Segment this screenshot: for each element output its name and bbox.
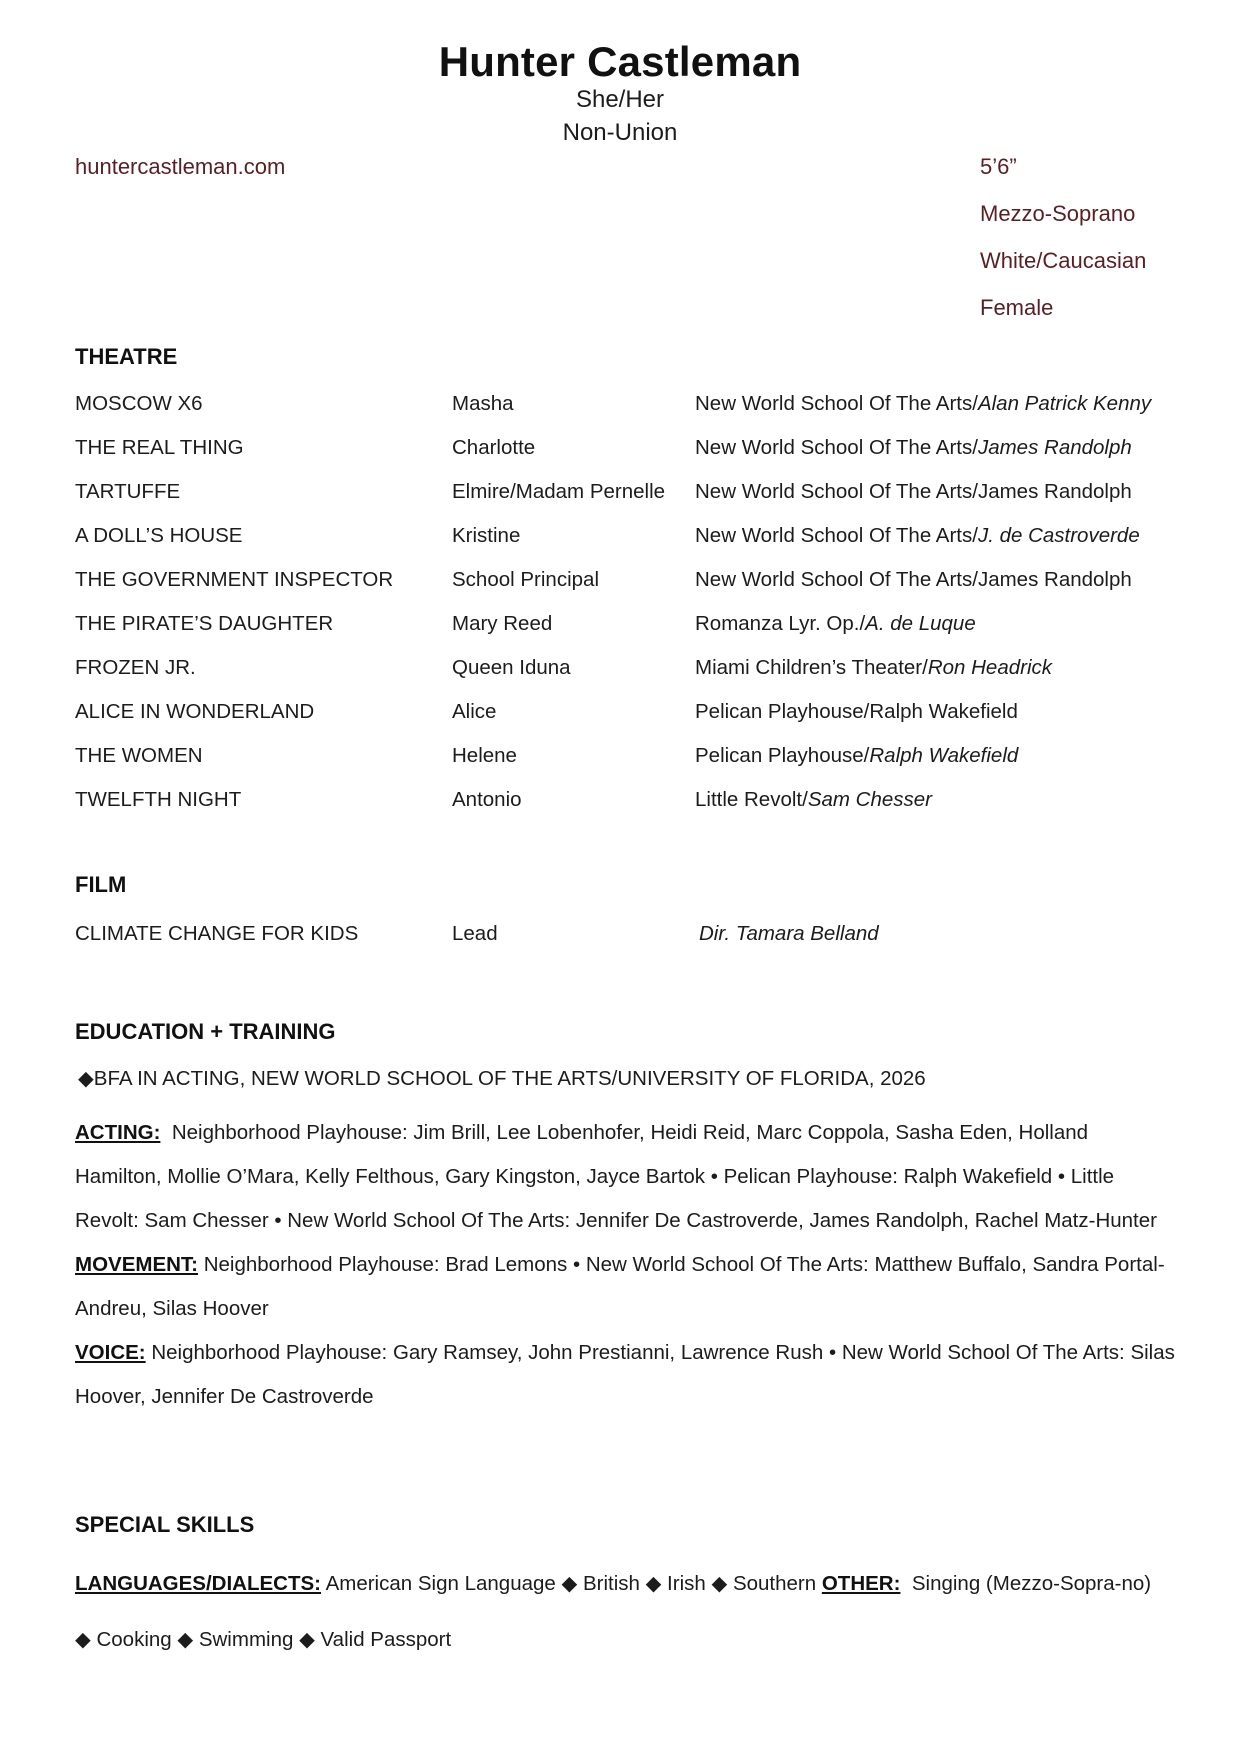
credit <box>695 788 932 812</box>
voice-training <box>75 1331 1175 1419</box>
stat-ethnicity: White/Caucasian <box>980 248 1147 273</box>
show-title: THE PIRATE’S DAUGHTER <box>75 612 334 635</box>
credit <box>695 612 976 636</box>
credit <box>695 744 1018 768</box>
credit <box>695 700 1018 724</box>
credit <box>695 480 1132 504</box>
role: Charlotte <box>452 436 536 459</box>
director: Alan Patrick Kenny <box>977 392 1152 415</box>
movement-training <box>75 1243 1175 1331</box>
acting-text: Neighborhood Playhouse: Jim Brill, Lee Lobenhofer, Heidi Reid, Marc Coppola, Sasha Eden, Holland Hamilton, Mollie O’Mara, Kelly Felthous, Gary Kingston, Jayce Bartok • Pelican Playhouse: Ralph Wakefield • Little Revolt: Sam Chesser • New World School Of The Arts: Jennifer De Castroverde, James Randolph, Rachel Matz-Hunter <box>75 1121 1157 1232</box>
voice-label: VOICE: <box>75 1341 146 1364</box>
credit <box>695 568 1132 592</box>
role: School Principal <box>452 568 599 591</box>
credit <box>695 524 1140 548</box>
movement-label: MOVEMENT: <box>75 1253 198 1276</box>
director: Ralph Wakefield <box>869 700 1018 723</box>
skills-block <box>75 1556 1170 1668</box>
movement-text: Neighborhood Playhouse: Brad Lemons • New World School Of The Arts: Matthew Buffalo, Sandra Portal-Andreu, Silas Hoover <box>75 1253 1165 1320</box>
role: Masha <box>452 392 514 415</box>
role: Kristine <box>452 524 521 547</box>
role: Elmire/Madam Pernelle <box>452 480 666 503</box>
role: Mary Reed <box>452 612 553 635</box>
stat-height: 5’6” <box>980 154 1017 179</box>
venue: Pelican Playhouse/ <box>695 744 870 767</box>
show-title: MOSCOW X6 <box>75 392 203 415</box>
director: James Randolph <box>977 436 1132 459</box>
degree-line: ◆BFA IN ACTING, NEW WORLD SCHOOL OF THE ARTS/UNIVERSITY OF FLORIDA, 2026 <box>78 1067 926 1090</box>
director: Sam Chesser <box>807 788 932 811</box>
venue: Pelican Playhouse/ <box>695 700 870 723</box>
venue: New World School Of The Arts/ <box>695 480 978 503</box>
venue: New World School Of The Arts/ <box>695 568 978 591</box>
voice-text: Neighborhood Playhouse: Gary Ramsey, John Prestianni, Lawrence Rush • New World School Of The Arts: Silas Hoover, Jennifer De Castroverde <box>75 1341 1175 1408</box>
education-heading: EDUCATION + TRAINING <box>75 1019 336 1044</box>
role: Queen Iduna <box>452 656 571 679</box>
acting-label: ACTING: <box>75 1121 161 1144</box>
venue: New World School Of The Arts/ <box>695 524 978 547</box>
venue: Miami Children’s Theater/ <box>695 656 928 679</box>
show-title: ALICE IN WONDERLAND <box>75 700 315 723</box>
pronouns: She/Her <box>575 86 665 113</box>
film-title: CLIMATE CHANGE FOR KIDS <box>75 922 359 945</box>
show-title: THE GOVERNMENT INSPECTOR <box>75 568 394 591</box>
acting-training <box>75 1111 1175 1243</box>
languages-label: LANGUAGES/DIALECTS: <box>75 1572 321 1595</box>
show-title: TARTUFFE <box>75 480 181 503</box>
credit <box>695 656 1052 680</box>
venue: Romanza Lyr. Op./ <box>695 612 866 635</box>
other-label: OTHER: <box>821 1572 901 1595</box>
role: Antonio <box>452 788 522 811</box>
film-heading: FILM <box>75 872 127 897</box>
show-title: TWELFTH NIGHT <box>75 788 242 811</box>
show-title: THE WOMEN <box>75 744 203 767</box>
film-role: Lead <box>452 922 498 945</box>
director: A. de Luque <box>865 612 976 635</box>
show-title: FROZEN JR. <box>75 656 196 679</box>
union-status: Non-Union <box>562 119 678 146</box>
venue: New World School Of The Arts/ <box>695 392 978 415</box>
stat-gender: Female <box>980 295 1054 320</box>
languages-text: American Sign Language ◆ British ◆ Irish ◆ Southern <box>325 1572 817 1595</box>
training-block <box>75 1111 1175 1419</box>
skills-heading: SPECIAL SKILLS <box>75 1512 255 1537</box>
director: James Randolph <box>977 480 1132 503</box>
show-title: THE REAL THING <box>75 436 244 459</box>
credit <box>695 436 1132 460</box>
other-text: Singing (Mezzo-Sopra-no) ◆ Cooking ◆ Swimming ◆ Valid Passport <box>75 1572 1152 1651</box>
stat-voice: Mezzo-Soprano <box>980 201 1136 226</box>
theatre-heading: THEATRE <box>75 344 178 369</box>
director: Ralph Wakefield <box>869 744 1019 767</box>
role: Helene <box>452 744 517 767</box>
director: James Randolph <box>977 568 1132 591</box>
film-credit: Dir. Tamara Belland <box>699 922 879 945</box>
show-title: A DOLL’S HOUSE <box>75 524 243 547</box>
resume-name: Hunter Castleman <box>438 38 802 85</box>
director: J. de Castroverde <box>977 524 1140 547</box>
venue: New World School Of The Arts/ <box>695 436 978 459</box>
website-link[interactable]: huntercastleman.com <box>75 154 286 179</box>
role: Alice <box>452 700 497 723</box>
director: Ron Headrick <box>927 656 1053 679</box>
credit <box>695 392 1151 416</box>
venue: Little Revolt/ <box>695 788 808 811</box>
